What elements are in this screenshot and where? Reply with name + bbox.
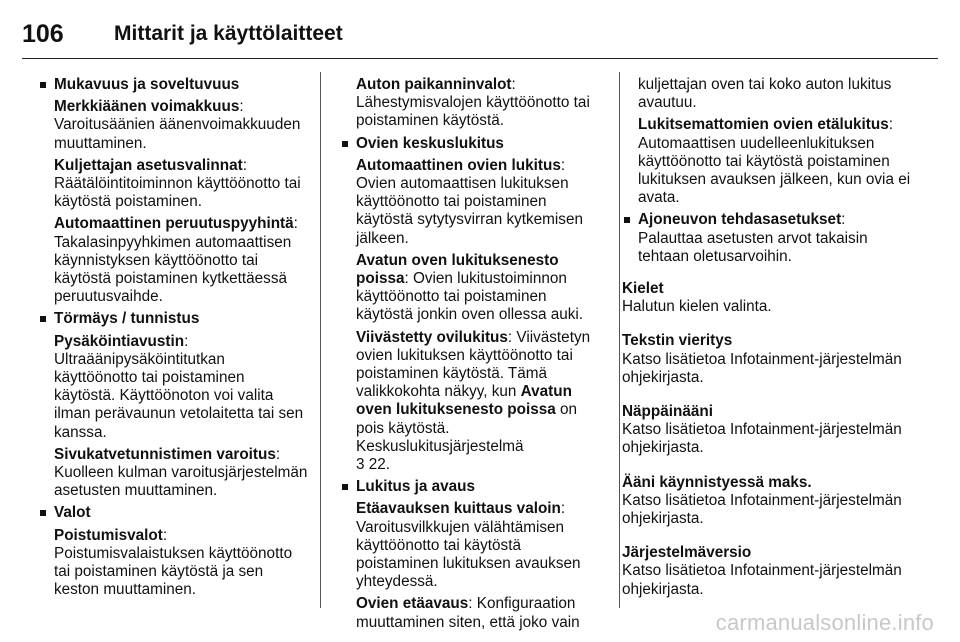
section-heading: Järjestelmäversio (622, 544, 752, 562)
column-1 (38, 76, 308, 603)
page-reference: 3 22. (356, 456, 391, 474)
paragraph (356, 329, 605, 475)
setting-term: Automaattinen peruutuspyyhintä (54, 215, 294, 233)
section-text: Halutun kielen valinta. (622, 298, 772, 316)
setting-term: Viivästetty ovilukitus (356, 328, 508, 346)
setting-text: : Automaattisen uudelleenlukituksen käyttöönotto tai käytöstä poistaminen lukituksen avauksen jälkeen, kun ovia ei avata. (638, 116, 911, 207)
paragraph (54, 98, 308, 153)
setting-term: Auton paikanninvalot (356, 76, 512, 93)
setting-term: Avatun oven lukituksenesto poissa (356, 251, 559, 288)
setting-term: Kuljettajan asetusvalinnat (54, 156, 243, 174)
section-text: Katso lisätietoa Infotainment-järjestelmän ohjekirjasta. (622, 350, 902, 386)
paragraph (356, 252, 605, 325)
setting-term: Pysäköintiavustin (54, 332, 185, 350)
bullet-heading: Ovien keskuslukitus (340, 135, 605, 153)
bullet-heading: Lukitus ja avaus (340, 478, 605, 496)
setting-term: Avatun oven lukituksenesto poissa (356, 383, 572, 419)
setting-text: : Viivästetyn ovien lukituksen käyttöönotto tai poistaminen käytöstä. Tämä valikkokohta näkyy, kun (356, 328, 591, 401)
paragraph (54, 215, 308, 306)
section-text: Katso lisätietoa Infotainment-järjestelmän ohjekirjasta. (622, 421, 902, 457)
setting-text: : Ultraäänipysäköintitutkan käyttöönotto tai poistaminen käytöstä. Käyttöönoton voi valita ilman perävaunun vetolaitetta tai sen kanssa. (54, 332, 304, 441)
paragraph (54, 157, 308, 212)
column-divider-2 (619, 72, 620, 608)
setting-text: : Poistumisvalaistuksen käyttöönotto tai poistaminen käytöstä ja sen keston muuttaminen. (54, 526, 293, 599)
bullet-heading: Törmäys / tunnistus (38, 310, 308, 328)
column-divider-1 (320, 72, 321, 608)
paragraph (54, 333, 308, 442)
setting-text: : Räätälöintitoiminnon käyttöönotto tai käytöstä poistaminen. (54, 156, 301, 211)
setting-text: : Lähestymisvalojen käyttöönotto tai poistaminen käytöstä. (356, 76, 590, 130)
column-3 (622, 76, 912, 615)
setting-term: Etäavauksen kuittaus valoin (356, 500, 561, 518)
setting-text: : Konfiguraation muuttaminen siten, että joko vain (356, 595, 580, 631)
setting-text: on pois käytöstä. Keskuslukitusjärjestelmä (356, 401, 578, 455)
setting-text: : Palauttaa asetusten arvot takaisin tehtaan oletusarvoihin. (638, 211, 868, 265)
paragraph (356, 76, 605, 131)
setting-text: : Varoitusäänien äänenvoimakkuuden muuttaminen. (54, 98, 301, 152)
bullet-item (622, 211, 912, 266)
setting-text: : Takalasinpyyhkimen automaattisen käynnistyksen käyttöönotto tai käytöstä poistaminen kytkettäessä peruutusvaihde. (54, 215, 298, 306)
section-heading: Ääni käynnistyessä maks. (622, 473, 812, 491)
setting-text: : Varoitusvilkkujen välähtämisen käyttöönotto tai käytöstä poistaminen lukituksen avauksen yhteydessä. (356, 500, 581, 591)
bullet-heading: Valot (38, 504, 308, 522)
header-rule (22, 58, 938, 59)
section-heading: Tekstin vieritys (622, 332, 733, 350)
setting-term: Poistumisvalot (54, 526, 163, 544)
column-2 (340, 76, 605, 636)
setting-term: Ajoneuvon tehdasasetukset (638, 211, 842, 229)
paragraph (356, 500, 605, 591)
paragraph (356, 157, 605, 248)
page-number: 106 (22, 19, 64, 48)
watermark: carmanualsonline.info (715, 610, 934, 635)
setting-term: Lukitsemattomien ovien etälukitus (638, 116, 889, 134)
setting-term: Merkkiäänen voimakkuus (54, 98, 240, 116)
bullet-heading: Mukavuus ja soveltuvuus (38, 76, 308, 94)
setting-text: : Kuolleen kulman varoitusjärjestelmän asetusten muuttaminen. (54, 445, 308, 500)
setting-term: Sivukatvetunnistimen varoitus (54, 445, 276, 463)
section-text: Katso lisätietoa Infotainment-järjestelmän ohjekirjasta. (622, 562, 902, 598)
page-title: Mittarit ja käyttölaitteet (114, 22, 343, 45)
setting-text: : Ovien lukitustoiminnon käyttöönotto tai poistaminen käytöstä jonkin oven ollessa auki. (356, 270, 584, 324)
paragraph: kuljettajan oven tai koko auton lukitus avautuu. (638, 76, 892, 112)
page-header (22, 12, 343, 56)
paragraph (54, 527, 308, 600)
setting-text: : Ovien automaattisen lukituksen käyttöönotto tai poistaminen käytöstä sytytysvirran kytkemisen jälkeen. (356, 156, 583, 247)
paragraph (54, 446, 308, 501)
paragraph (356, 595, 605, 631)
paragraph (638, 116, 912, 207)
section-heading: Näppäinääni (622, 403, 713, 421)
setting-term: Automaattinen ovien lukitus (356, 156, 561, 174)
setting-term: Ovien etäavaus (356, 595, 469, 613)
section-text: Katso lisätietoa Infotainment-järjestelmän ohjekirjasta. (622, 491, 902, 528)
section-heading: Kielet (622, 280, 664, 298)
